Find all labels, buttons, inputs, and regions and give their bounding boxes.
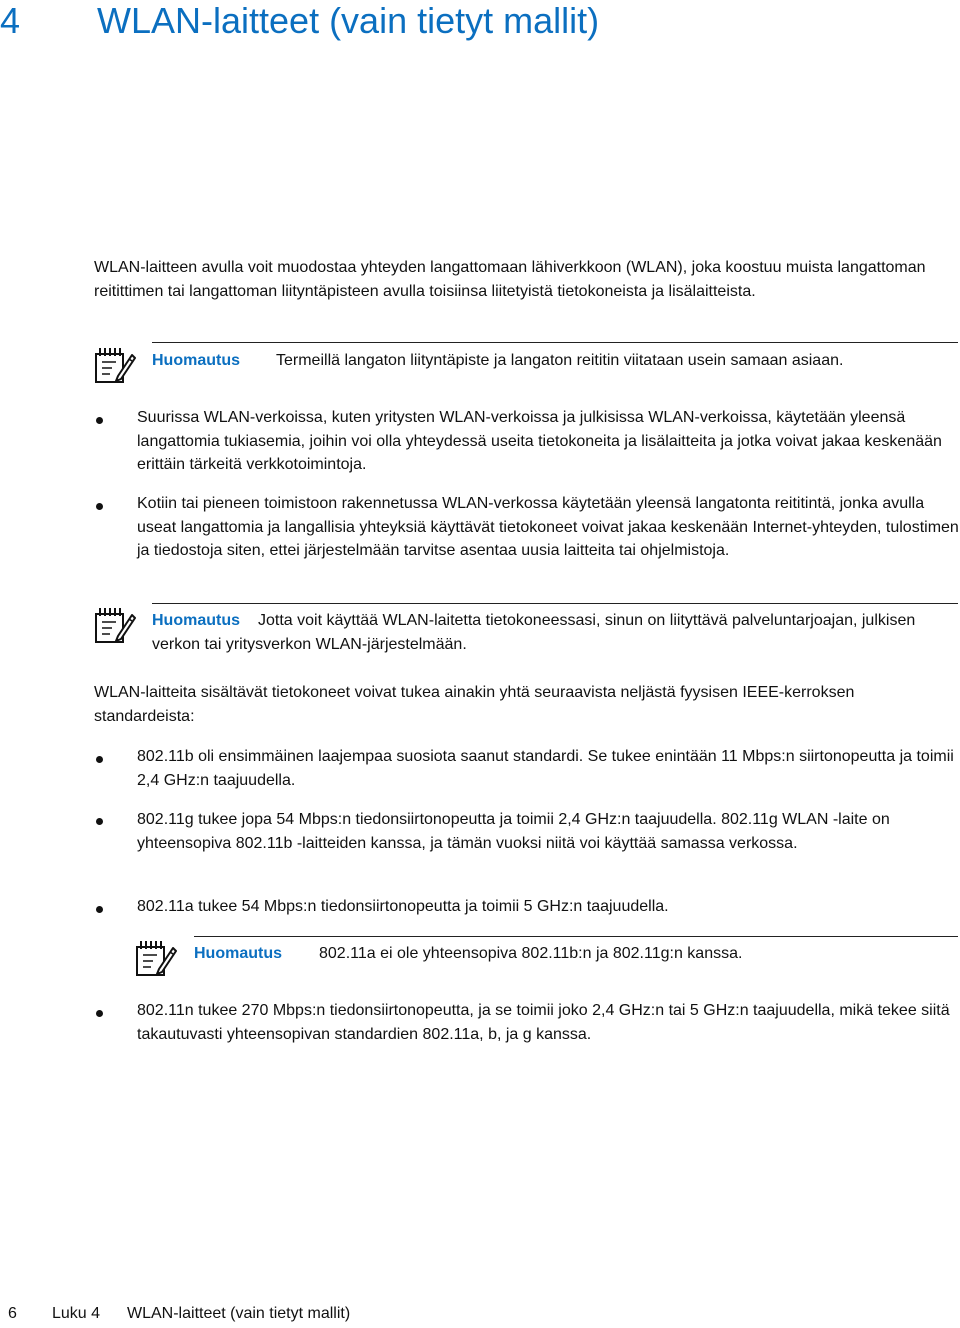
note-label: Huomautus [152, 352, 240, 369]
chapter-number: 4 [0, 0, 21, 41]
list-item: 802.11a tukee 54 Mbps:n tiedonsiirtonopeutta ja toimii 5 GHz:n taajuudella. [137, 898, 669, 915]
note-2 [152, 609, 948, 656]
note-pencil-icon [94, 345, 136, 385]
note-text: Jotta voit käyttää WLAN-laitetta tietokoneessasi, sinun on liityttävä palveluntarjoajan, julkisen verkon tai yritysverkon WLAN-järjestelmään. [152, 612, 916, 653]
bullet-dot [96, 756, 103, 763]
bullet-dot [96, 503, 103, 510]
chapter-heading [0, 0, 960, 52]
note-pencil-icon [94, 605, 136, 645]
note-text: 802.11a ei ole yhteensopiva 802.11b:n ja 802.11g:n kanssa. [319, 945, 743, 962]
note-rule [152, 603, 958, 604]
footer-chapter-label: Luku 4 [52, 1305, 101, 1322]
bullet-dot [96, 417, 103, 424]
list-item: 802.11g tukee jopa 54 Mbps:n tiedonsiirtonopeutta ja toimii 2,4 GHz:n taajuudella. 802.11g WLAN -laite on yhteensopiva 802.11b -laitteiden kanssa, ja tämän vuoksi niitä voi käyttää samassa verkossa. [137, 811, 890, 852]
list-item: 802.11n tukee 270 Mbps:n tiedonsiirtonopeutta, ja se toimii joko 2,4 GHz:n tai 5 GHz:n taajuudella, mikä tekee siitä takautuvasti yhteensopivan standardien 802.11a, b, ja g kanssa. [137, 1002, 950, 1043]
bullet-dot [96, 1010, 103, 1017]
note-1 [152, 349, 958, 373]
list-item: Suurissa WLAN-verkoissa, kuten yritysten WLAN-verkoissa ja julkisissa WLAN-verkoissa, käytetään yleensä langattomia tukiasemia, joihin voi olla yhteydessä useita tietokoneita ja lisälaitteita ja jotka voivat jakaa keskenään erittäin tärkeitä verkkotoimintoja. [137, 409, 942, 473]
chapter-title: WLAN-laitteet (vain tietyt mallit) [97, 0, 600, 41]
intro-paragraph: WLAN-laitteen avulla voit muodostaa yhteyden langattomaan lähiverkkoon (WLAN), joka koostuu muista langattoman reitittimen tai langattoman liityntäpisteen avulla toisiinsa liitetyistä tietokoneista ja lisälaitteista. [94, 259, 926, 300]
list-item: 802.11b oli ensimmäinen laajempaa suosiota saanut standardi. Se tukee enintään 11 Mbps:n siirtonopeutta ja toimii 2,4 GHz:n taajuudella. [137, 748, 954, 789]
note-label: Huomautus [152, 612, 240, 629]
list-item: Kotiin tai pieneen toimistoon rakennetussa WLAN-verkossa käytetään yleensä langatonta reititintä, jonka avulla useat langattomia ja langallisia yhteyksiä käyttävät tietokoneet voivat jakaa keskenään Internet-yhteyden, tulostimen ja tiedostoja siten, ettei järjestelmään tarvitse asentaa uusia laitteita tai ohjelmistoja. [137, 495, 959, 559]
bullet-dot [96, 818, 103, 825]
note-label: Huomautus [194, 945, 282, 962]
note-rule [152, 342, 958, 343]
standards-intro: WLAN-laitteita sisältävät tietokoneet voivat tukea ainakin yhtä seuraavista neljästä fyysisen IEEE-kerroksen standardeista: [94, 684, 855, 725]
note-pencil-icon [135, 938, 177, 978]
page-number: 6 [8, 1305, 17, 1322]
note-3 [194, 942, 954, 966]
note-text: Termeillä langaton liityntäpiste ja langaton reititin viitataan usein samaan asiaan. [276, 352, 844, 369]
note-rule [194, 936, 958, 937]
footer-chapter-title: WLAN-laitteet (vain tietyt mallit) [127, 1305, 351, 1322]
bullet-dot [96, 906, 103, 913]
